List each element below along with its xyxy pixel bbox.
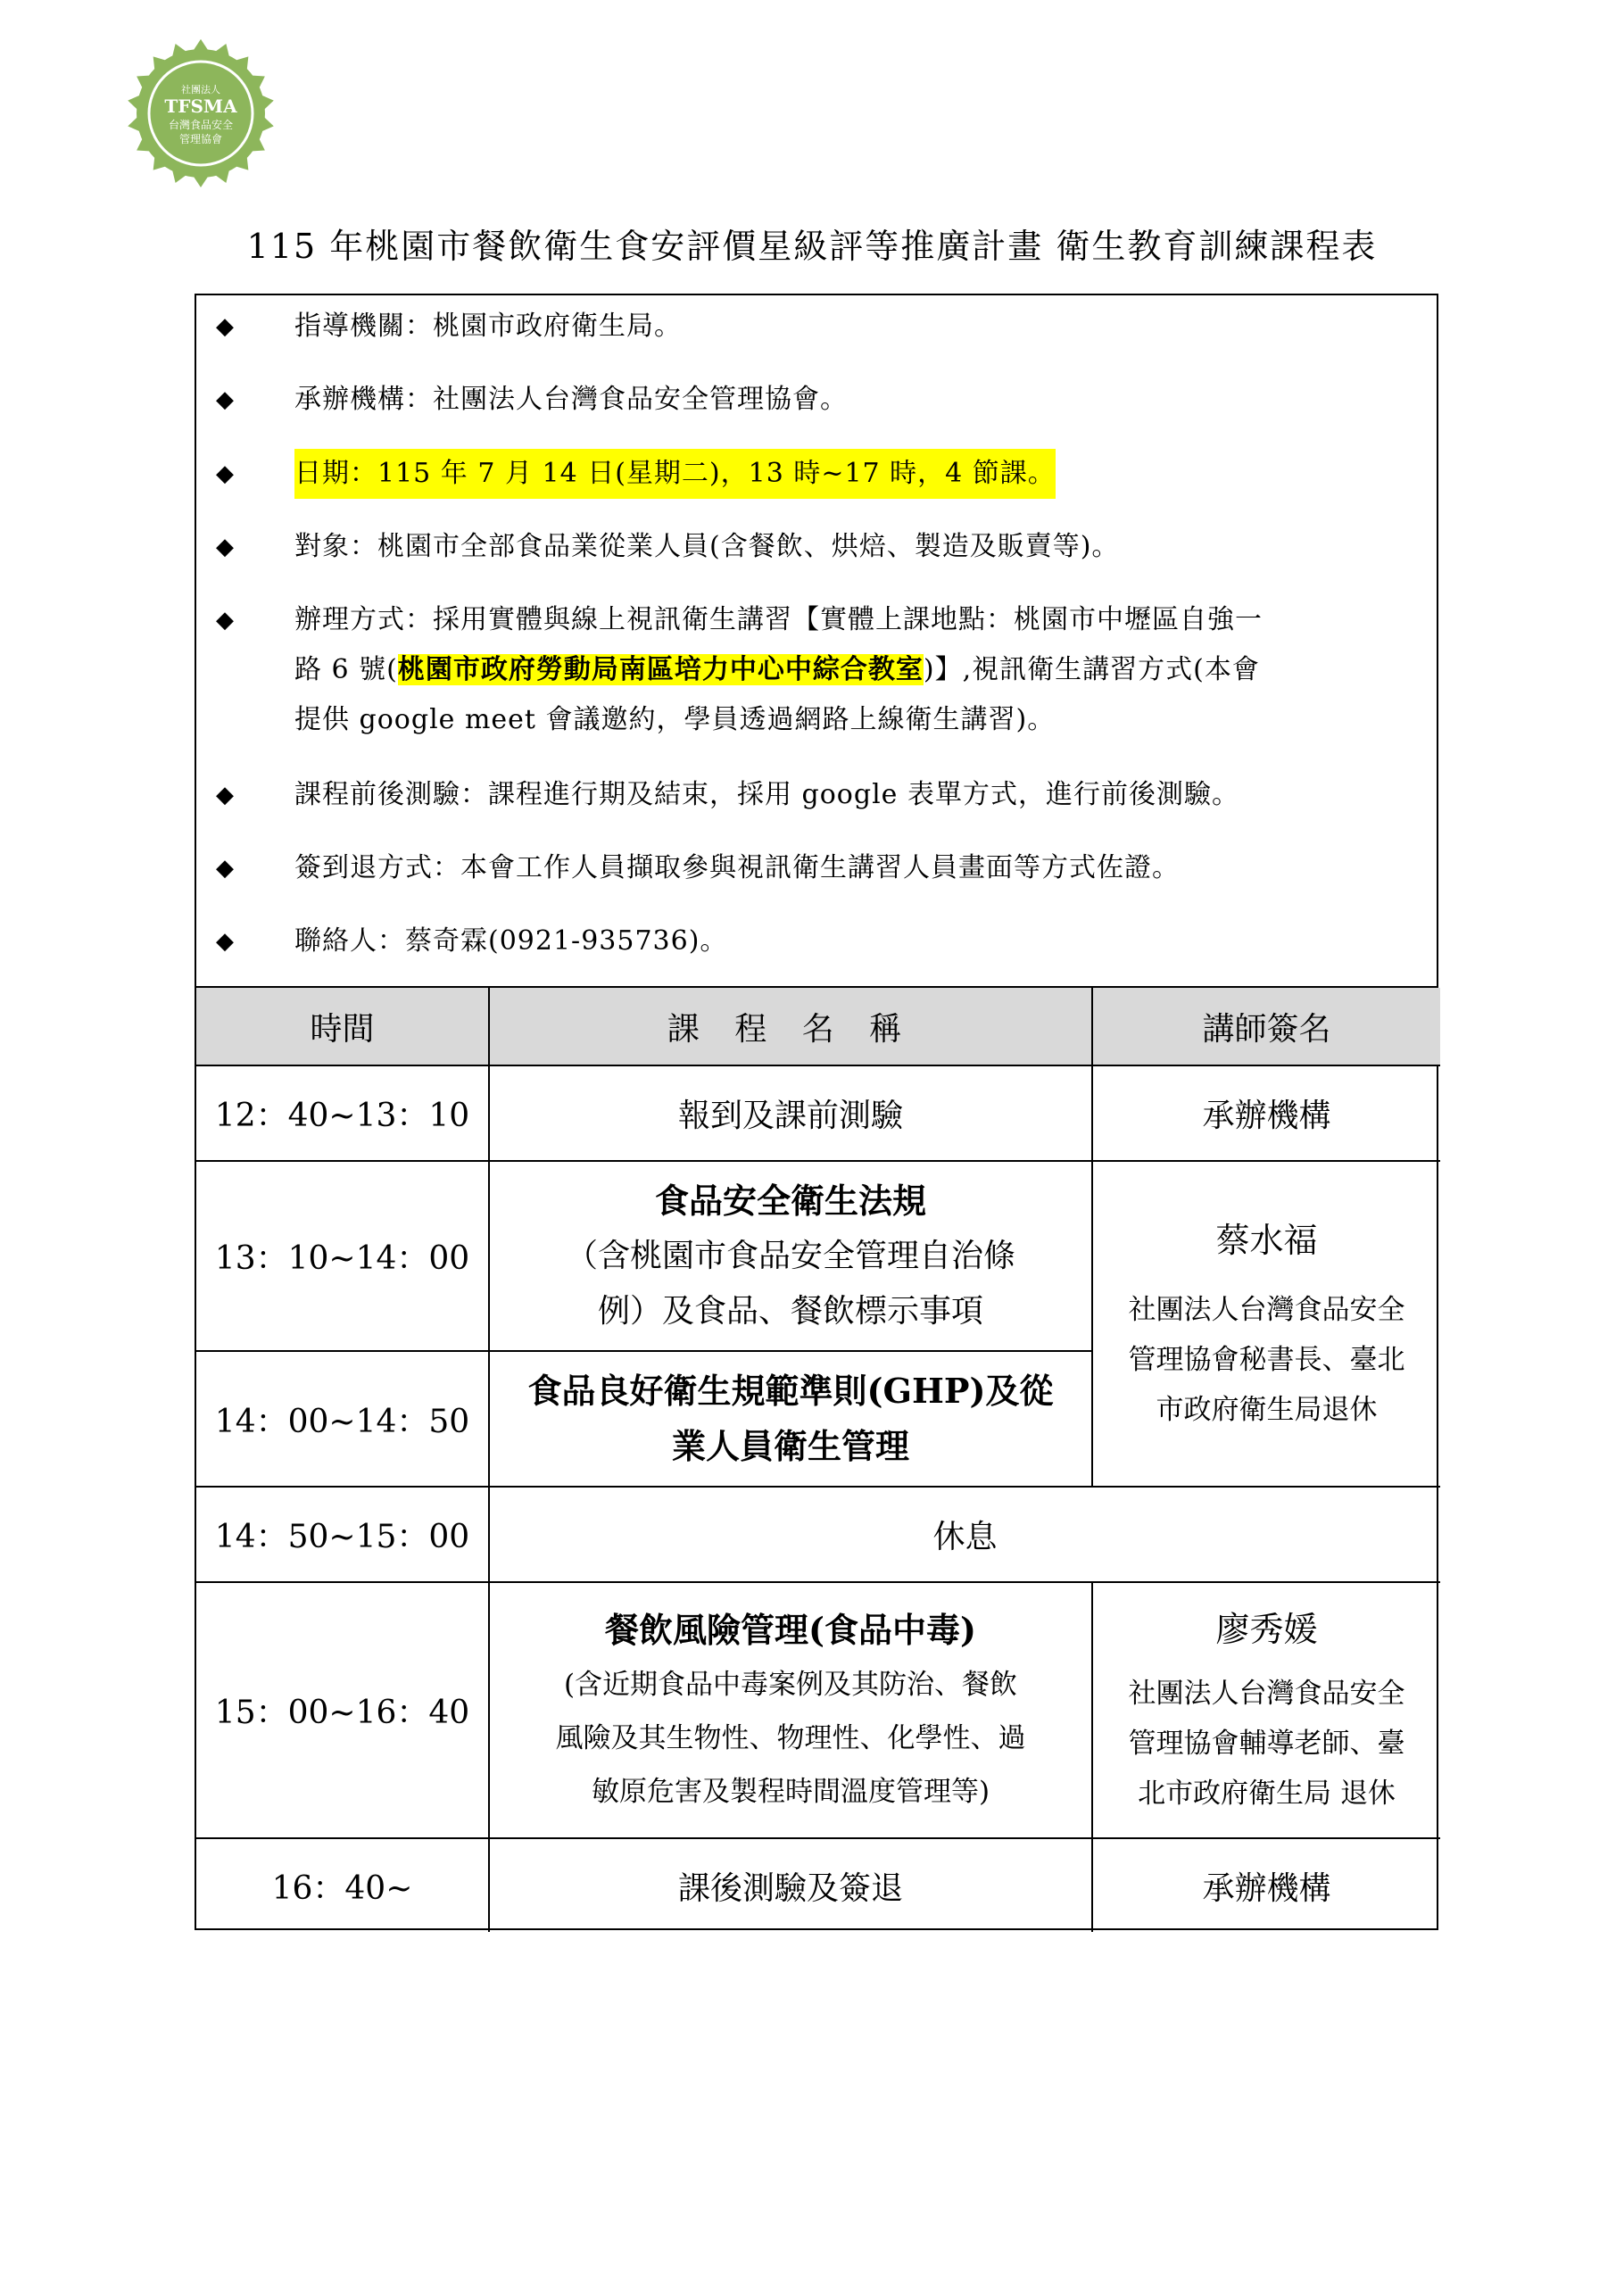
table-row: 13：10~14：00 食品安全衛生法規 （含桃園市食品安全管理自治條 例）及食品、餐飲標示事項 蔡水福 社團法人台灣食品安全 管理協會秘書長、臺北 市政府衛生局退休 — [196, 1161, 1440, 1351]
tfsma-logo — [125, 37, 277, 189]
table-row: 16：40~ 課後測驗及簽退 承辦機構 — [196, 1838, 1440, 1932]
teacher-name: 蔡水福 — [1215, 1220, 1318, 1260]
diamond-bullet-icon: ◆ — [216, 534, 234, 560]
table-row: 14：50~15：00 休息 — [196, 1487, 1440, 1582]
table-row: 14：00~14：50 食品良好衛生規範準則(GHP)及從 業人員衛生管理 — [196, 1351, 1440, 1487]
page-title: 115 年桃園市餐飲衛生食安評價星級評等推廣計畫 衛生教育訓練課程表 — [246, 227, 1378, 266]
teacher-name: 廖秀媛 — [1215, 1609, 1318, 1649]
diamond-bullet-icon: ◆ — [216, 855, 234, 882]
info-section: ◆ 指導機關：桃園市政府衛生局。 ◆ 承辦機構：社團法人台灣食品安全管理協會。 ◆ 日期：115 年 7 月 14 日(星期二)，13 時~17 時，4 節課。 ◆ 對象：桃園市全部食品業從業人員(含餐飲、烘焙、製造及販賣等)。 ◆ 辦理方式：採用實體與線上視訊衛生講習【實體上課地點：桃園市中壢區自強一 路 6 號(桃園市政府勞動局南區培力中心中綜合教室)】,視訊衛生講習方式(本會 提供 google meet 會議邀約，學員透過網路上線衛生講習)。 ◆ 課程前後測驗：課程進行期及結束，採用 google 表單方式，進行前後測驗。 ◆ 簽到退方式：本會工作人員擷取參與視訊衛生講習人員畫面等方式佐證。 ◆ 聯絡人：蔡奇霖(0921-935736)。 — [196, 295, 1437, 988]
teacher-cell: 蔡水福 社團法人台灣食品安全 管理協會秘書長、臺北 市政府衛生局退休 — [1092, 1161, 1440, 1487]
diamond-bullet-icon: ◆ — [216, 460, 234, 487]
diamond-bullet-icon: ◆ — [216, 313, 234, 340]
teacher-cell: 廖秀媛 社團法人台灣食品安全 管理協會輔導老師、臺 北市政府衛生局 退休 — [1092, 1582, 1440, 1838]
svg-text:社團法人: 社團法人 — [181, 84, 220, 95]
diamond-bullet-icon: ◆ — [216, 607, 234, 634]
svg-text:管理協會: 管理協會 — [178, 133, 223, 145]
schedule-table — [196, 988, 1440, 1932]
diamond-bullet-icon: ◆ — [216, 782, 234, 808]
header-course: 課 程 名 稱 — [489, 988, 1092, 1065]
diamond-bullet-icon: ◆ — [216, 386, 234, 413]
diamond-bullet-icon: ◆ — [216, 928, 234, 955]
venue-highlight: 桃園市政府勞動局南區培力中心中綜合教室 — [397, 654, 924, 685]
table-row: 12：40~13：10 報到及課前測驗 承辦機構 — [196, 1065, 1440, 1161]
table-header-row — [196, 988, 1440, 1065]
header-teacher: 講師簽名 — [1092, 988, 1440, 1065]
header-time: 時間 — [196, 988, 489, 1065]
svg-text:TFSMA: TFSMA — [164, 95, 237, 117]
course-schedule-frame — [195, 294, 1438, 1930]
table-row: 15：00~16：40 餐飲風險管理(食品中毒) (含近期食品中毒案例及其防治、餐飲 風險及其生物性、物理性、化學性、過 敏原危害及製程時間溫度管理等) 廖秀媛 社團法人台灣食品安全 管理協會輔導老師、臺 北市政府衛生局 退休 — [196, 1582, 1440, 1838]
svg-text:台灣食品安全: 台灣食品安全 — [168, 119, 234, 131]
